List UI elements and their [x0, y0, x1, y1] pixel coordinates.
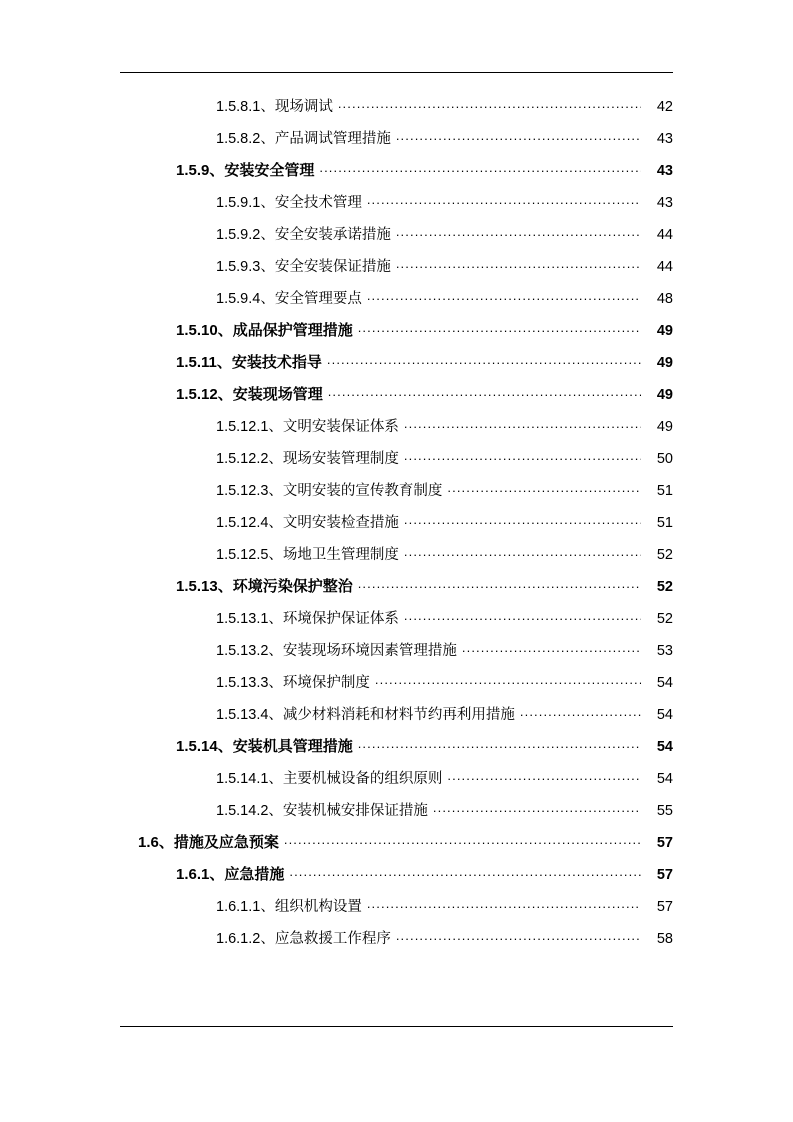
toc-entry-page-number: 49 [656, 323, 673, 339]
toc-leader-dots [447, 769, 641, 784]
toc-leader-dots [328, 385, 641, 400]
toc-entry-page-number: 52 [656, 579, 673, 595]
toc-leader-dots [358, 577, 641, 592]
toc-entry-page-number: 54 [656, 771, 673, 787]
toc-entry[interactable] [120, 159, 673, 191]
toc-entry-page-number: 48 [656, 291, 673, 307]
toc-entry[interactable] [120, 383, 673, 415]
toc-entry[interactable] [120, 287, 673, 319]
toc-entry-page-number: 52 [656, 611, 673, 627]
toc-entry-page-number: 55 [656, 803, 673, 819]
toc-entry-page-number: 43 [656, 131, 673, 147]
toc-leader-dots [520, 705, 641, 720]
toc-entry-label: 1.5.13.2、安装现场环境因素管理措施 [216, 643, 457, 659]
toc-leader-dots [396, 257, 641, 272]
toc-entry-label: 1.6.1、应急措施 [176, 866, 285, 883]
toc-entry[interactable] [120, 255, 673, 287]
toc-entry[interactable] [120, 415, 673, 447]
toc-entry-label: 1.6.1.1、组织机构设置 [216, 899, 362, 915]
toc-leader-dots [404, 545, 641, 560]
toc-entry-label: 1.5.14、安装机具管理措施 [176, 738, 353, 755]
toc-entry[interactable] [120, 479, 673, 511]
toc-entry-label: 1.5.8.1、现场调试 [216, 99, 333, 115]
toc-leader-dots [433, 801, 641, 816]
toc-entry-label: 1.5.9.1、安全技术管理 [216, 195, 362, 211]
toc-entry-page-number: 42 [656, 99, 673, 115]
toc-entry-page-number: 51 [656, 515, 673, 531]
table-of-contents [120, 95, 673, 959]
toc-entry-page-number: 57 [656, 899, 673, 915]
toc-entry[interactable] [120, 223, 673, 255]
toc-entry-label: 1.5.8.2、产品调试管理措施 [216, 131, 391, 147]
toc-entry-label: 1.5.9.3、安全安装保证措施 [216, 259, 391, 275]
toc-entry-label: 1.5.13、环境污染保护整治 [176, 578, 353, 595]
toc-entry-label: 1.5.12.3、文明安装的宣传教育制度 [216, 483, 443, 499]
toc-entry-label: 1.5.12.1、文明安装保证体系 [216, 419, 399, 435]
toc-entry-label: 1.5.14.2、安装机械安排保证措施 [216, 803, 428, 819]
toc-entry-page-number: 43 [656, 195, 673, 211]
toc-entry-page-number: 49 [656, 355, 673, 371]
toc-leader-dots [462, 641, 641, 656]
toc-entry-page-number: 44 [656, 227, 673, 243]
toc-entry-page-number: 58 [656, 931, 673, 947]
toc-entry-label: 1.5.13.3、环境保护制度 [216, 675, 370, 691]
toc-entry-label: 1.5.13.4、减少材料消耗和材料节约再利用措施 [216, 707, 515, 723]
toc-entry-page-number: 44 [656, 259, 673, 275]
toc-leader-dots [367, 193, 641, 208]
toc-leader-dots [319, 161, 641, 176]
toc-entry-page-number: 52 [656, 547, 673, 563]
toc-entry-page-number: 54 [656, 675, 673, 691]
toc-entry[interactable] [120, 639, 673, 671]
toc-leader-dots [358, 321, 641, 336]
toc-entry-label: 1.5.12.4、文明安装检查措施 [216, 515, 399, 531]
toc-entry[interactable] [120, 767, 673, 799]
toc-entry-page-number: 53 [656, 643, 673, 659]
toc-entry[interactable] [120, 607, 673, 639]
toc-entry-label: 1.5.10、成品保护管理措施 [176, 322, 353, 339]
toc-entry[interactable] [120, 831, 673, 863]
toc-entry-page-number: 54 [656, 739, 673, 755]
toc-entry-label: 1.5.14.1、主要机械设备的组织原则 [216, 771, 443, 787]
toc-leader-dots [327, 353, 641, 368]
toc-entry[interactable] [120, 127, 673, 159]
toc-leader-dots [447, 481, 641, 496]
toc-entry-label: 1.5.9、安装安全管理 [176, 162, 315, 179]
toc-entry-label: 1.5.12.5、场地卫生管理制度 [216, 547, 399, 563]
toc-leader-dots [404, 513, 641, 528]
toc-entry[interactable] [120, 575, 673, 607]
toc-entry[interactable] [120, 799, 673, 831]
toc-entry-label: 1.5.13.1、环境保护保证体系 [216, 611, 399, 627]
toc-leader-dots [375, 673, 641, 688]
toc-entry-label: 1.6、措施及应急预案 [138, 834, 279, 851]
toc-leader-dots [367, 289, 641, 304]
toc-leader-dots [284, 833, 641, 848]
toc-entry[interactable] [120, 95, 673, 127]
toc-entry[interactable] [120, 671, 673, 703]
toc-entry-label: 1.5.9.2、安全安装承诺措施 [216, 227, 391, 243]
toc-leader-dots [338, 97, 641, 112]
toc-entry[interactable] [120, 319, 673, 351]
toc-leader-dots [396, 129, 641, 144]
toc-entry[interactable] [120, 543, 673, 575]
toc-leader-dots [367, 897, 641, 912]
toc-leader-dots [396, 225, 641, 240]
toc-leader-dots [396, 929, 641, 944]
toc-entry-page-number: 57 [656, 835, 673, 851]
toc-entry-label: 1.5.12、安装现场管理 [176, 386, 323, 403]
toc-entry-page-number: 49 [656, 419, 673, 435]
toc-leader-dots [404, 449, 641, 464]
toc-entry-label: 1.5.12.2、现场安装管理制度 [216, 451, 399, 467]
toc-entry-label: 1.5.11、安装技术指导 [176, 354, 322, 371]
toc-entry-page-number: 57 [656, 867, 673, 883]
toc-entry-label: 1.6.1.2、应急救援工作程序 [216, 931, 391, 947]
toc-leader-dots [404, 609, 641, 624]
footer-rule [120, 1026, 673, 1027]
toc-entry[interactable] [120, 735, 673, 767]
toc-entry[interactable] [120, 511, 673, 543]
toc-leader-dots [289, 865, 641, 880]
toc-entry[interactable] [120, 191, 673, 223]
toc-leader-dots [358, 737, 641, 752]
toc-entry-page-number: 49 [656, 387, 673, 403]
toc-entry[interactable] [120, 895, 673, 927]
toc-leader-dots [404, 417, 641, 432]
toc-entry-page-number: 50 [656, 451, 673, 467]
toc-entry[interactable] [120, 447, 673, 479]
header-rule [120, 72, 673, 73]
toc-entry-page-number: 51 [656, 483, 673, 499]
toc-entry-label: 1.5.9.4、安全管理要点 [216, 291, 362, 307]
toc-entry[interactable] [120, 703, 673, 735]
toc-entry[interactable] [120, 863, 673, 895]
toc-entry[interactable] [120, 927, 673, 959]
toc-entry-page-number: 54 [656, 707, 673, 723]
toc-entry-page-number: 43 [656, 163, 673, 179]
toc-entry[interactable] [120, 351, 673, 383]
